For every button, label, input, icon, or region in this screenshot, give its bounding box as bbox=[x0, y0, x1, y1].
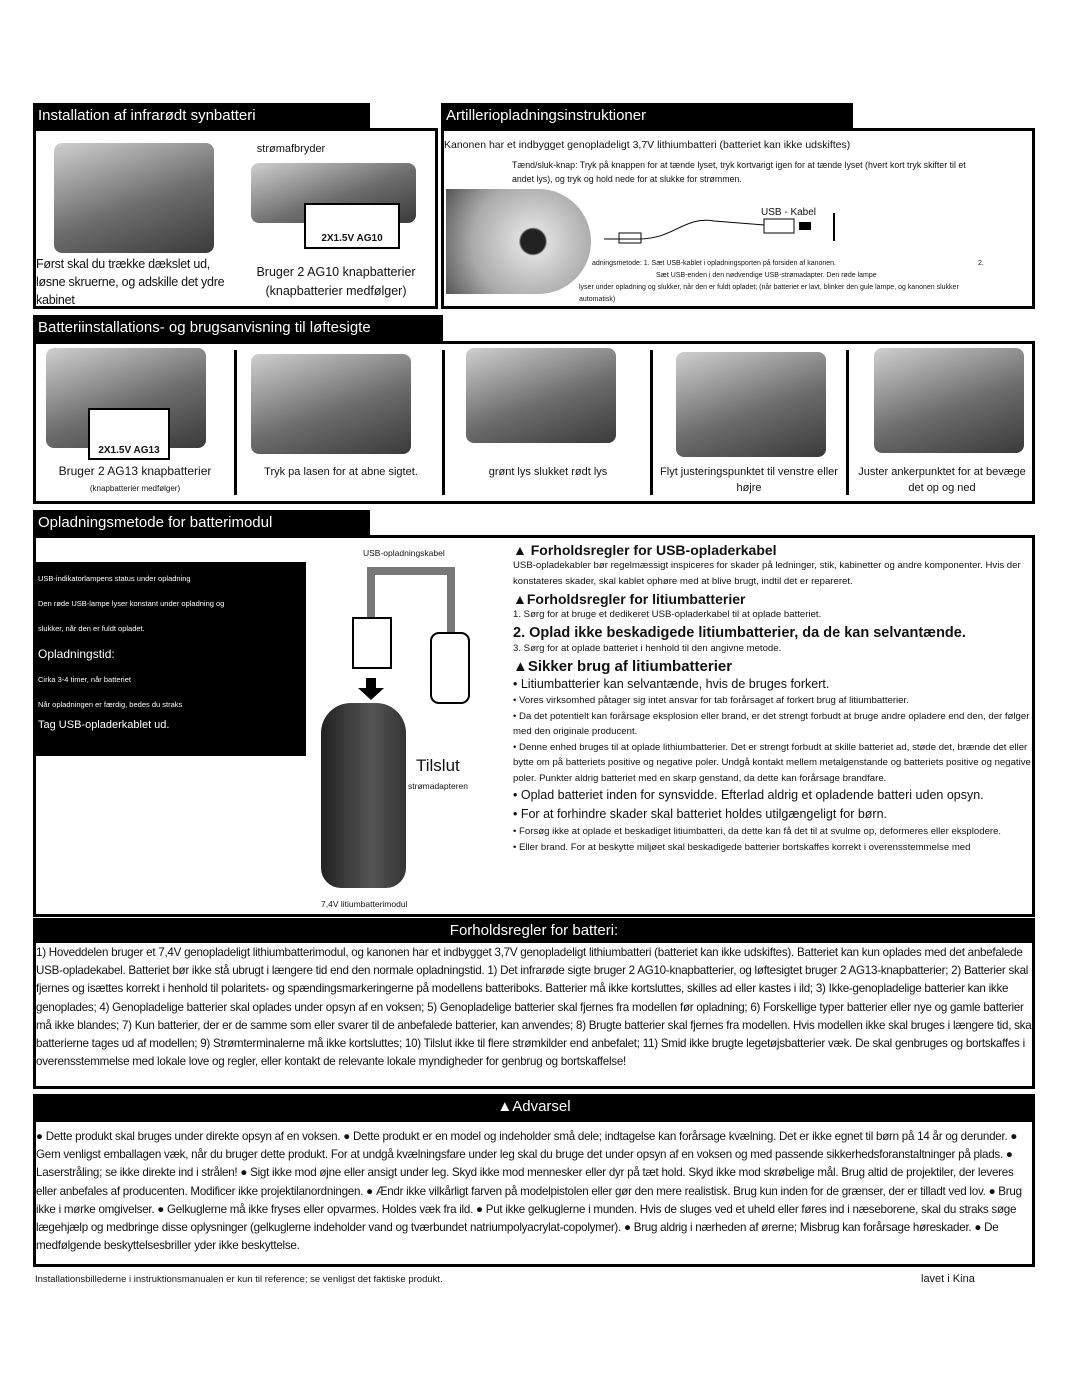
panel-4-caption: Flyt justeringspunktet til venstre eller højre bbox=[660, 466, 838, 494]
section-title-charging: Opladningsmetode for batterimodul bbox=[33, 510, 370, 536]
lithium-text: 3. Sørg for at oplade batteriet i henhold til den angivne metode. bbox=[513, 642, 782, 654]
usb-cable-label: USB - Kabel bbox=[761, 207, 817, 218]
section-title-infrared: Installation af infrarødt synbatteri bbox=[33, 103, 370, 129]
usb-cable-heading: ▲ Forholdsregler for USB-opladerkabel bbox=[513, 542, 777, 558]
lift-sight-latch-image bbox=[251, 354, 411, 454]
usb-cable-icon bbox=[594, 211, 844, 251]
safe-use-bullet: • Forsøg ikke at oplade et beskadiget litiumbatteri, da dette kan få det til at svulme op, deformeres eller eksplodere. bbox=[513, 826, 1002, 837]
charge-time-title: Opladningstid: bbox=[38, 647, 115, 661]
battery-module-image bbox=[321, 703, 406, 888]
usb-status-title: USB-indikatorlampens status under opladning bbox=[38, 574, 191, 583]
safe-use-heading: ▲Sikker brug af litiumbatterier bbox=[513, 658, 733, 675]
made-in-label: lavet i Kina bbox=[921, 1273, 975, 1285]
section-title-artillery: Artilleriopladningsinstruktioner bbox=[441, 103, 853, 129]
charging-section bbox=[33, 535, 1035, 917]
safe-use-bullet: • Da det potentielt kan forårsage eksplosion eller brand, er det strengt forbudt at bruge andre opladere end den, der følger med den originale producent. bbox=[513, 710, 1030, 737]
warning-section bbox=[33, 1122, 1035, 1267]
panel-1-sub: (knapbatterier medfølger) bbox=[89, 484, 181, 493]
step1-text: Først skal du trække dækslet ud, løsne skruerne, og adskille det ydre kabinet bbox=[36, 257, 225, 307]
footer-note: Installationsbillederne i instruktionsmanualen er kun til reference; se venligst det faktiske produkt. bbox=[35, 1274, 443, 1285]
adapter-label: strømadapteren bbox=[408, 781, 468, 791]
lift-sight-windage-image bbox=[676, 352, 826, 457]
warning-title: ▲Advarsel bbox=[33, 1094, 1035, 1122]
panel-5-caption: Juster ankerpunktet for at bevæge det op og ned bbox=[858, 466, 1026, 494]
safe-use-bullet: • Denne enhed bruges til at oplade lithiumbatterier. Det er strengt forbudt at skille batteriet ad, støde det, brænde det eller bytte om på batteriets positive og negative poler. Undgå kontakt mellem metalgenstande og batteriets positive og negative poler. Punkter aldrig batteriet med en skarp genstand, da dette kan forårsage brandfare. bbox=[513, 741, 1031, 784]
connect-label: Tilslut bbox=[416, 756, 460, 775]
battery-precautions-section bbox=[33, 943, 1035, 1089]
lithium-warning: 2. Oplad ikke beskadigede litiumbatterier, da de kan selvantænde. bbox=[513, 624, 966, 641]
safe-use-bullet: • Oplad batteriet inden for synsvidde. Efterlad aldrig et opladende batteri uden opsyn. bbox=[513, 788, 984, 802]
cannon-front-image bbox=[446, 189, 591, 294]
lift-sight-lights-image bbox=[466, 348, 616, 443]
divider bbox=[846, 350, 849, 495]
method-step3: lyser under opladning og slukker, når den er fuldt opladet; (når batteriet er lavt, blinker den gule lampe, og kanonen slukker automatisk) bbox=[579, 284, 959, 303]
panel-1-caption: Bruger 2 AG13 knapbatterier bbox=[58, 464, 212, 478]
infrared-sight-image bbox=[54, 143, 214, 253]
lithium-heading: ▲Forholdsregler for litiumbatterier bbox=[513, 591, 746, 607]
usb-cable-label: USB-opladningskabel bbox=[363, 548, 445, 558]
charging-status-panel bbox=[36, 562, 306, 756]
lift-sight-section bbox=[33, 341, 1035, 504]
lift-sight-elevation-image bbox=[874, 348, 1024, 453]
divider bbox=[234, 350, 237, 495]
safe-use-bullet: • Litiumbatterier kan selvantænde, hvis de bruges forkert. bbox=[513, 677, 830, 691]
artillery-section bbox=[441, 128, 1035, 309]
battery-precautions-text: 1) Hoveddelen bruger et 7,4V genopladeligt lithiumbatterimodul, og kanonen har et indbygget 3,7V genopladeligt lithiumbatteri (batteriet kan ikke udskiftes). Batteriet kan kun oplades med det anbefalede USB-opladekabel. Batteriet bør ikke stå ubrugt i længere tid end den normale opladningstid. 1) Det infrarøde sigte bruger 2 AG10-knapbatterier, og løftesigtet bruger 2 AG13-knapbatterier; 2) Batterier skal fjernes og isættes korrekt i henhold til polaritets- og spændingsmarkeringerne på modellens batteriboks. Batterier må ikke kortsluttes, skilles ad eller kastes i ild; 3) Ikke-genopladelige batterier kan ikke genoplades; 4) Genopladelige batterier skal oplades under opsyn af en voksen; 5) Genopladelige batterier skal fjernes fra modellen før opladning; 6) Forskellige typer batterier eller nye og gamle batterier må ikke blandes; 7) Kun batterier, der er de samme som eller svarer til de anbefalede batterier, kan anvendes; 8) Brugte batterier skal fjernes fra modellen. Hvis modellen ikke skal bruges i længere tid, skal batterierne tages ud af modellen; 9) Strømterminalerne må ikke kortsluttes; 10) Tilslut ikke til flere strømkilder end anbefalet; 11) Smid ikke brugte legetøjsbatterier væk. De skal genbruges og bortskaffes i overensstemmelse med lokale love og regler, eller kontakt de relevante lokale myndigheder for genbrug og bortskaffelse! bbox=[36, 946, 1034, 1069]
safe-use-bullet: • For at forhindre skader skal batteriet holdes utilgængeligt for børn. bbox=[513, 807, 888, 821]
unplug-text: Tag USB-opladerkablet ud. bbox=[38, 719, 170, 731]
lithium-text: 1. Sørg for at bruge et dedikeret USB-opladerkabel til at oplade batteriet. bbox=[513, 609, 822, 620]
usb-charging-cable-icon bbox=[341, 563, 471, 723]
method-step2: Sæt USB-enden i den nødvendige USB-strømadapter. Den røde lampe bbox=[656, 272, 877, 279]
module-label: 7,4V litiumbatterimodul bbox=[321, 899, 408, 909]
precautions-column bbox=[513, 540, 1033, 915]
usb-cable-text: USB-opladekabler bør regelmæssigt inspiceres for skader på ledninger, stik, kabinetter og andre komponenter. Hvis der konstateres skader, skal kablet ophøre med at blive brugt, indtil det er repareret. bbox=[513, 560, 1021, 587]
panel-3-caption: grønt lys slukket rødt lys bbox=[488, 466, 608, 478]
charge-time-text: Når opladningen er færdig, bedes du straks bbox=[38, 700, 183, 709]
divider bbox=[650, 350, 653, 495]
method-step1: adningsmetode: 1. Sæt USB-kablet i opladningsporten på forsiden af kanonen. bbox=[592, 260, 836, 267]
power-switch-text: Tænd/sluk-knap: Tryk på knappen for at tænde lyset, tryk kortvarigt igen for at tænde lyset (hvert kort tryk skifter til et andet lys), og tryk og hold nede for at slukke for strømmen. bbox=[512, 160, 966, 184]
battery-precautions-title: Forholdsregler for batteri: bbox=[33, 918, 1035, 944]
ag13-battery-diagram: 2X1.5V AG13 bbox=[88, 408, 170, 460]
artillery-intro: Kanonen har et indbygget genopladeligt 3,7V lithiumbatteri (batteriet kan ikke udskiftes) bbox=[444, 139, 851, 151]
safe-use-bullet: • Vores virksomhed påtager sig intet ansvar for tab forårsaget af forkert brug af litiumbatterier. bbox=[513, 695, 909, 706]
safe-use-bullet: • Eller brand. For at beskytte miljøet skal beskadigede batterier bortskaffes korrekt i overensstemmelse med bbox=[513, 841, 971, 853]
step2-text: Bruger 2 AG10 knapbatterier (knapbatterier medfølger) bbox=[256, 265, 416, 298]
status-line: slukker, når den er fuldt opladet. bbox=[38, 624, 145, 633]
method-step2-num: 2. bbox=[978, 260, 984, 267]
switch-label: strømafbryder bbox=[256, 143, 326, 155]
divider bbox=[442, 350, 445, 495]
status-line: Den røde USB-lampe lyser konstant under opladning og bbox=[38, 599, 225, 608]
infrared-section bbox=[33, 128, 438, 309]
ag10-battery-diagram: 2X1.5V AG10 bbox=[304, 203, 400, 249]
charge-time-text: Cirka 3-4 timer, når batteriet bbox=[38, 675, 131, 684]
warning-text: ● Dette produkt skal bruges under direkte opsyn af en voksen. ● Dette produkt er en model og indeholder små dele; indtagelse kan forårsage kvælning. Det er ikke egnet til børn på 14 år og derunder. ● Gem venligst emballagen væk, når du bruger dette produkt. For at undgå kvælningsfare under leg skal du bruge det under opsyn af en voksen og med passende sikkerhedsforanstaltninger på plads. ● Laserstråling; se ikke direkte ind i strålen! ● Sigt ikke mod øjne eller ansigt under leg. Skyd ikke mod mennesker eller dyr på tæt hold. Skyd ikke mod skrøbelige mål. Brug altid de projektiler, der leveres eller anbefales af producenten. Modificer ikke projektilanordningen. ● Ændr ikke vilkårligt farven på modelpistolen eller gør den mere realistisk. Brug kun inden for de grænser, der er tilladt ved lov. ● Brug ikke i mørke omgivelser. ● Gelkuglerne må ikke fryses eller opvarmes. Holdes væk fra ild. ● Put ikke gelkuglerne i munden. Hvis de sluges ved et uheld eller føres ind i næseborene, skal du straks søge lægehjælp og medbringe disse oplysninger (gelkuglerne indeholder vand og tværbundet natriumpolyacrylat-copolymer). ● Brug aldrig i nærheden af ørerne; Misbrug kan forårsage høreskader. ● De medfølgende beskyttelsesbriller yder ikke beskyttelse. bbox=[36, 1130, 1022, 1253]
section-title-lift-sight: Batteriinstallations- og brugsanvisning til løftesigte bbox=[33, 315, 443, 341]
panel-2-caption: Tryk pa lasen for at abne sigtet. bbox=[264, 466, 418, 478]
